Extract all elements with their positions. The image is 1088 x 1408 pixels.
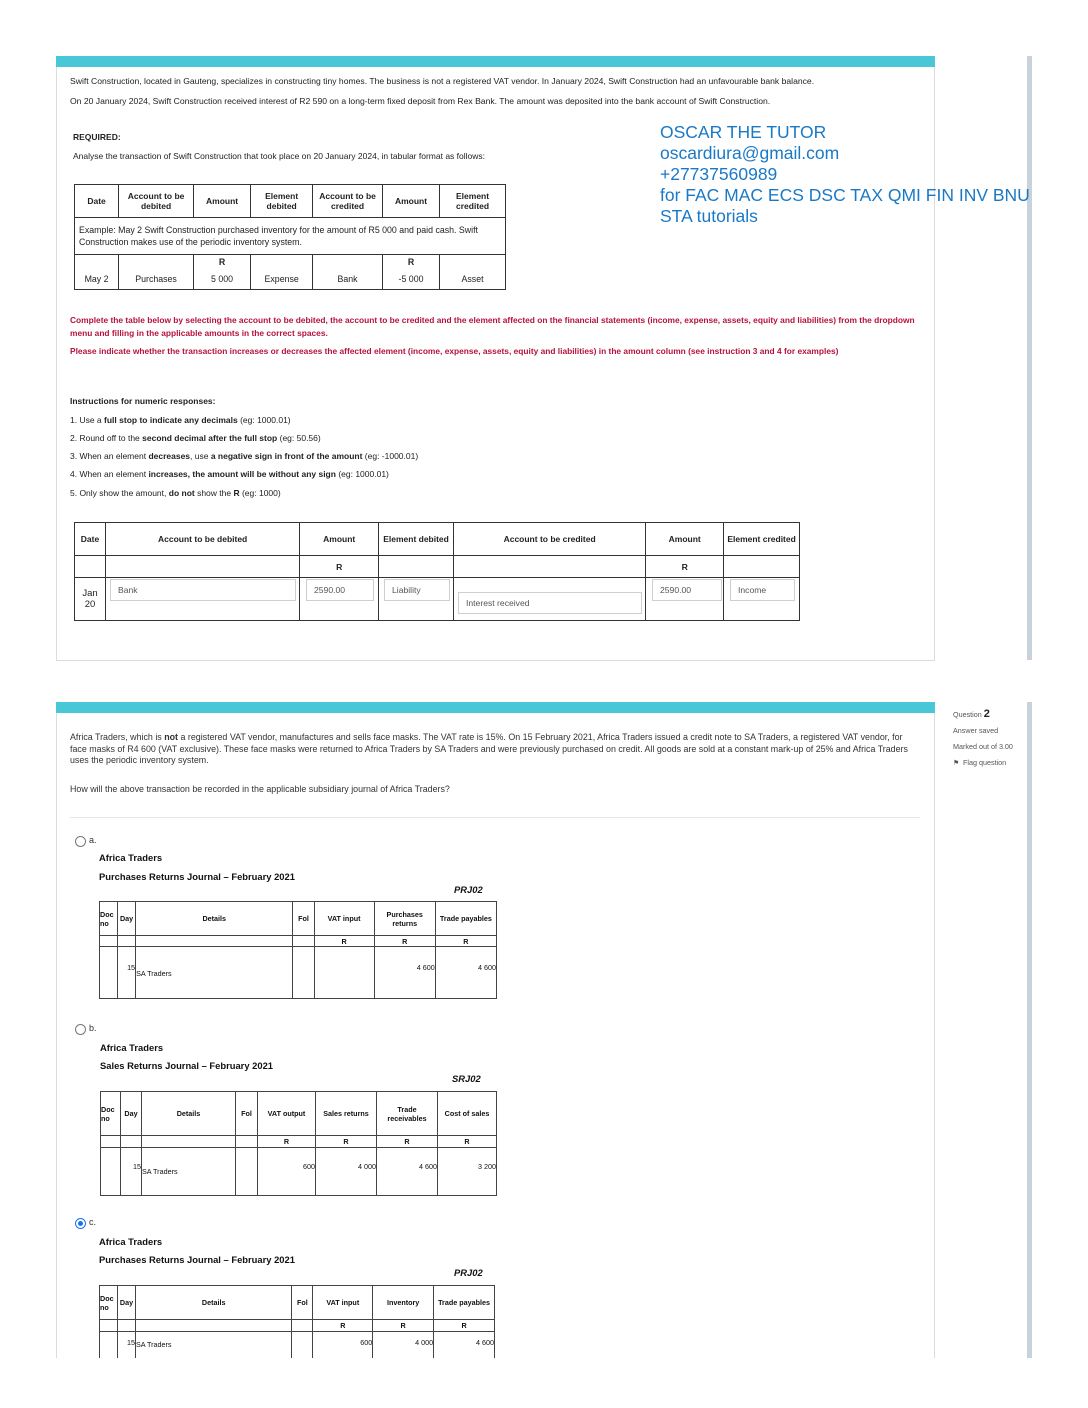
- currency-label: R: [646, 556, 724, 578]
- col-header: Doc no: [100, 902, 118, 936]
- example-cell: Purchases: [119, 270, 194, 290]
- journal-cell: 15: [118, 947, 136, 999]
- journal-cell: 4 600: [374, 947, 435, 999]
- col-header: Fol: [236, 1092, 258, 1136]
- divider: [70, 817, 920, 818]
- currency-label: R: [313, 1320, 373, 1332]
- currency-label: R: [435, 936, 496, 947]
- journal-table-a: [99, 901, 497, 999]
- journal-cell: [100, 1332, 118, 1359]
- col-header: Account to be debited: [105, 523, 299, 556]
- journal-title: Purchases Returns Journal – February 2021: [99, 871, 295, 882]
- col-header: Trade payables: [435, 902, 496, 936]
- journal-cell: 4 000: [316, 1148, 377, 1196]
- col-header: Trade receivables: [377, 1092, 438, 1136]
- journal-cell: SA Traders: [136, 947, 293, 999]
- option-b-radio[interactable]: [75, 1024, 86, 1035]
- watermark-line: oscardiura@gmail.com: [660, 143, 840, 163]
- example-description: Example: May 2 Swift Construction purchased inventory for the amount of R5 000 and paid cash. Swift Construction makes use of the periodic inventory system.: [75, 218, 506, 255]
- example-table: [74, 184, 506, 290]
- red-instruction-1: Complete the table below by selecting the account to be debited, the account to be credited and the element affected on the financial statements (income, expense, assets, equity and liabilities) from the dropdown menu and filling in the applicable amounts in the correct spaces.: [70, 315, 915, 338]
- col-header: Date: [75, 185, 119, 218]
- tutor-watermark: [660, 122, 1030, 227]
- col-header: Account to be credited: [453, 523, 645, 556]
- col-header: Day: [117, 1286, 135, 1320]
- journal-cell: 3 200: [438, 1148, 497, 1196]
- currency-label: R: [316, 1136, 377, 1148]
- journal-title: Purchases Returns Journal – February 2021: [99, 1254, 295, 1265]
- journal-cell: 600: [313, 1332, 373, 1359]
- required-text: Analyse the transaction of Swift Construction that took place on 20 January 2024, in tabular format as follows:: [73, 151, 486, 161]
- currency-label: R: [314, 936, 374, 947]
- journal-cell: [293, 947, 314, 999]
- journal-cell: SA Traders: [135, 1332, 291, 1359]
- journal-company: Africa Traders: [100, 1042, 164, 1053]
- currency-label: R: [374, 936, 435, 947]
- col-header: Fol: [292, 1286, 313, 1320]
- currency-label: R: [377, 1136, 438, 1148]
- q2-prompt: How will the above transaction be recorded in the applicable subsidiary journal of Africa Traders?: [70, 784, 450, 794]
- flag-question-link[interactable]: ⚑ Flag question: [953, 758, 1007, 767]
- required-label: REQUIRED:: [73, 132, 121, 142]
- credit-account-select[interactable]: Interest received: [458, 592, 642, 614]
- watermark-line: STA tutorials: [660, 206, 758, 226]
- col-header: Fol: [293, 902, 314, 936]
- numeric-instruction-5: 5. Only show the amount, do not show the R (eg: 1000): [70, 488, 281, 498]
- q1-intro-line-1: Swift Construction, located in Gauteng, specializes in constructing tiny homes. The business is not a registered VAT vendor. In January 2024, Swift Construction had an unfavourable bank balance.: [70, 76, 815, 86]
- col-header: Details: [136, 902, 293, 936]
- journal-cell: 15: [117, 1332, 135, 1359]
- numeric-instructions-title: Instructions for numeric responses:: [70, 396, 216, 406]
- watermark-line: OSCAR THE TUTOR: [660, 122, 827, 142]
- example-cell: May 2: [75, 270, 119, 290]
- watermark-line: for FAC MAC ECS DSC TAX QMI FIN INV BNU: [660, 185, 1030, 205]
- card-top-bar: [56, 702, 935, 713]
- col-header: VAT input: [313, 1286, 373, 1320]
- col-header: Amount: [300, 523, 379, 556]
- q2-question-text: Africa Traders, which is not a registered VAT vendor, manufactures and sells face masks. The VAT rate is 15%. On 15 February 2021, Africa Traders issued a credit note to SA Traders, a registered VAT vendor, for face masks of R4 600 (VAT exclusive). These face masks were returned to Africa Traders by SA Traders and were previously purchased on credit. All goods are sold at a constant mark-up of 25% and Africa Traders uses the periodic inventory system.: [70, 732, 908, 765]
- col-header: Cost of sales: [438, 1092, 497, 1136]
- col-header: VAT output: [258, 1092, 316, 1136]
- element-debited-select[interactable]: Liability: [384, 579, 450, 601]
- card-top-bar: [56, 56, 935, 67]
- col-header: Inventory: [373, 1286, 434, 1320]
- numeric-instruction-4: 4. When an element increases, the amount will be without any sign (eg: 1000.01): [70, 469, 389, 479]
- example-cell: -5 000: [382, 270, 439, 290]
- journal-cell: [314, 947, 374, 999]
- example-cell: 5 000: [193, 270, 250, 290]
- answer-date: Jan 20: [75, 578, 106, 621]
- option-b-label: b.: [89, 1023, 97, 1033]
- option-a-label: a.: [89, 835, 97, 845]
- journal-code: SRJ02: [452, 1073, 481, 1084]
- col-header: Element credited: [440, 185, 506, 218]
- col-header: Account to be debited: [119, 185, 194, 218]
- marks-info: Marked out of 3.00: [953, 742, 1013, 751]
- col-header: Amount: [646, 523, 724, 556]
- journal-cell: 4 600: [435, 947, 496, 999]
- red-instruction-2: Please indicate whether the transaction increases or decreases the affected element (income, expense, assets, equity and liabilities) in the amount column (see instruction 3 and 4 for examples): [70, 346, 839, 356]
- col-header: Day: [118, 902, 136, 936]
- currency-label: R: [373, 1320, 434, 1332]
- col-header: Element debited: [251, 185, 313, 218]
- journal-cell: 4 600: [434, 1332, 495, 1359]
- col-header: Purchases returns: [374, 902, 435, 936]
- col-header: Doc no: [101, 1092, 121, 1136]
- journal-company: Africa Traders: [99, 1236, 163, 1247]
- scrollbar-track[interactable]: [1027, 702, 1032, 1358]
- journal-table-c: [99, 1285, 495, 1358]
- credit-amount-input[interactable]: 2590.00: [652, 579, 722, 601]
- col-header: Details: [142, 1092, 236, 1136]
- col-header: Date: [75, 523, 106, 556]
- journal-cell: SA Traders: [142, 1148, 236, 1196]
- journal-cell: 600: [258, 1148, 316, 1196]
- watermark-line: +27737560989: [660, 164, 778, 184]
- question-number: Question 2: [953, 708, 990, 720]
- journal-cell: [292, 1332, 313, 1359]
- option-a-radio[interactable]: [75, 836, 86, 847]
- col-header: Account to be credited: [313, 185, 383, 218]
- col-header: Element credited: [724, 523, 800, 556]
- journal-cell: 4 000: [373, 1332, 434, 1359]
- numeric-instruction-2: 2. Round off to the second decimal after the full stop (eg: 50.56): [70, 433, 321, 443]
- currency-label: R: [258, 1136, 316, 1148]
- example-cell: Bank: [313, 270, 383, 290]
- col-header: Day: [121, 1092, 142, 1136]
- answer-table: [74, 522, 800, 621]
- col-header: Trade payables: [434, 1286, 495, 1320]
- answer-status: Answer saved: [953, 726, 999, 735]
- currency-label: R: [438, 1136, 497, 1148]
- journal-cell: [236, 1148, 258, 1196]
- journal-cell: 4 600: [377, 1148, 438, 1196]
- journal-company: Africa Traders: [99, 852, 163, 863]
- element-credited-select[interactable]: Income: [730, 579, 795, 601]
- currency-label: R: [382, 255, 439, 270]
- option-c-radio[interactable]: [75, 1218, 86, 1229]
- journal-table-b: [100, 1091, 497, 1196]
- numeric-instruction-1: 1. Use a full stop to indicate any decimals (eg: 1000.01): [70, 415, 291, 425]
- journal-code: PRJ02: [454, 884, 483, 895]
- currency-label: R: [193, 255, 250, 270]
- journal-cell: [101, 1148, 121, 1196]
- journal-table-c-clip: [99, 1285, 499, 1358]
- example-cell: Asset: [440, 270, 506, 290]
- journal-cell: [100, 947, 118, 999]
- numeric-instruction-3: 3. When an element decreases, use a negative sign in front of the amount (eg: -1000.01): [70, 451, 419, 461]
- journal-title: Sales Returns Journal – February 2021: [100, 1060, 273, 1071]
- journal-code: PRJ02: [454, 1267, 483, 1278]
- col-header: Sales returns: [316, 1092, 377, 1136]
- example-cell: Expense: [251, 270, 313, 290]
- flag-icon: ⚑: [953, 758, 960, 767]
- debit-account-select[interactable]: Bank: [110, 579, 296, 601]
- col-header: Element debited: [379, 523, 454, 556]
- journal-cell: 15: [121, 1148, 142, 1196]
- option-c-label: c.: [89, 1217, 97, 1227]
- col-header: Doc no: [100, 1286, 118, 1320]
- currency-label: R: [300, 556, 379, 578]
- col-header: VAT input: [314, 902, 374, 936]
- currency-label: R: [434, 1320, 495, 1332]
- debit-amount-input[interactable]: 2590.00: [306, 579, 374, 601]
- col-header: Amount: [193, 185, 250, 218]
- col-header: Details: [135, 1286, 291, 1320]
- q1-intro-line-2: On 20 January 2024, Swift Construction received interest of R2 590 on a long-term fixed deposit from Rex Bank. The amount was deposited into the bank account of Swift Construction.: [70, 96, 771, 106]
- col-header: Amount: [382, 185, 439, 218]
